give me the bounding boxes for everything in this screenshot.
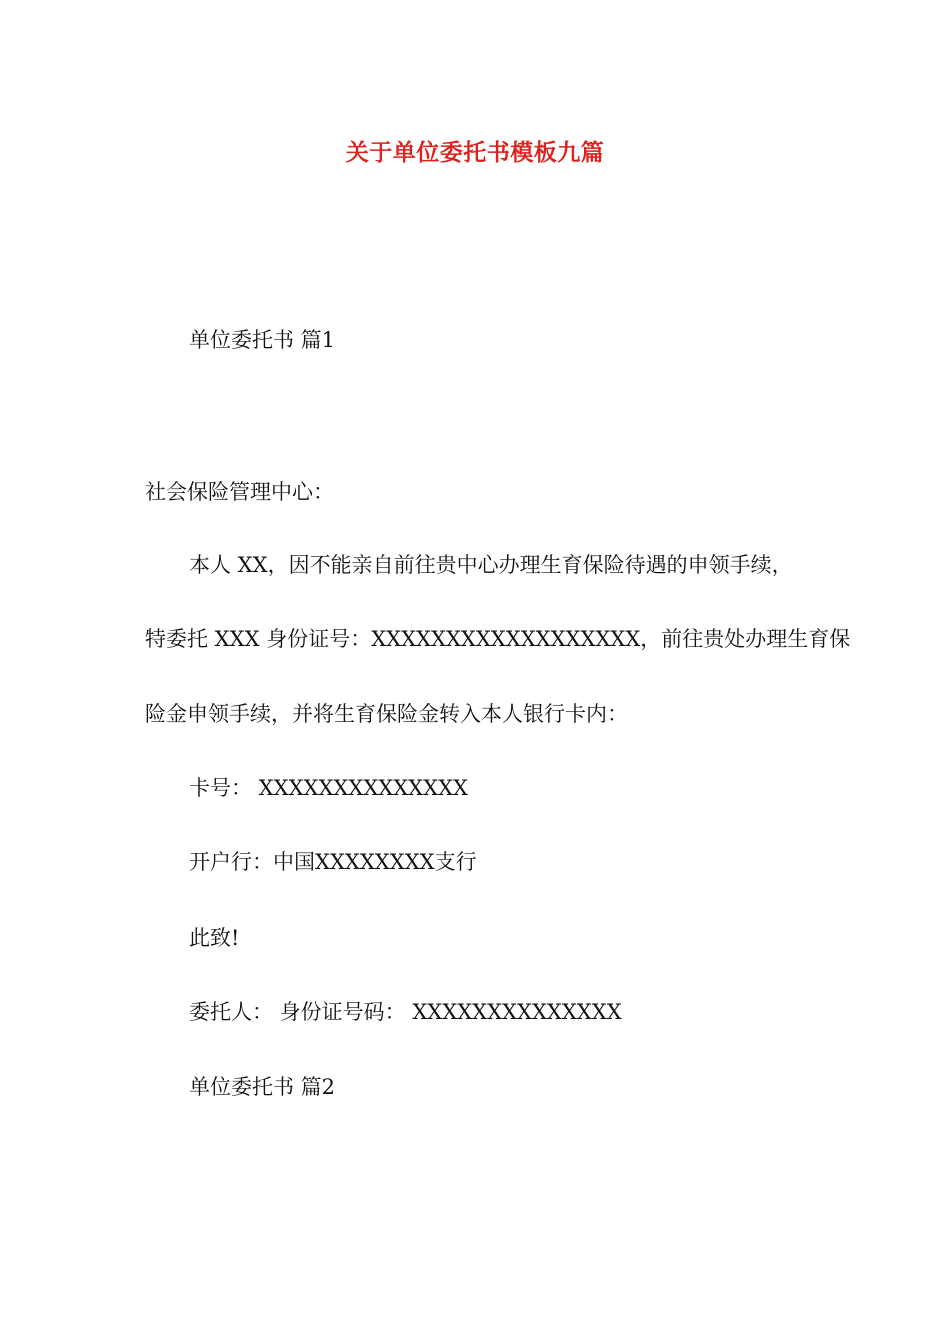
section-heading-2: 单位委托书 篇2	[189, 1075, 336, 1099]
salutation: 社会保险管理中心：	[145, 480, 334, 504]
body-paragraph-line-2: 特委托 XXX 身份证号：XXXXXXXXXXXXXXXXXX，前往贵处办理生育保	[145, 627, 851, 651]
body-paragraph-line-3: 险金申领手续，并将生育保险金转入本人银行卡内：	[145, 702, 628, 726]
body-paragraph-line-1: 本人 XX，因不能亲自前往贵中心办理生育保险待遇的申领手续，	[189, 553, 793, 577]
card-number-line: 卡号： XXXXXXXXXXXXXX	[189, 776, 468, 800]
section-heading-1: 单位委托书 篇1	[189, 328, 336, 352]
signature-line: 委托人： 身份证号码： XXXXXXXXXXXXXX	[189, 1000, 622, 1024]
closing-line: 此致!	[189, 926, 240, 950]
document-title: 关于单位委托书模板九篇	[345, 139, 605, 166]
bank-line: 开户行：中国XXXXXXXX支行	[189, 850, 477, 874]
